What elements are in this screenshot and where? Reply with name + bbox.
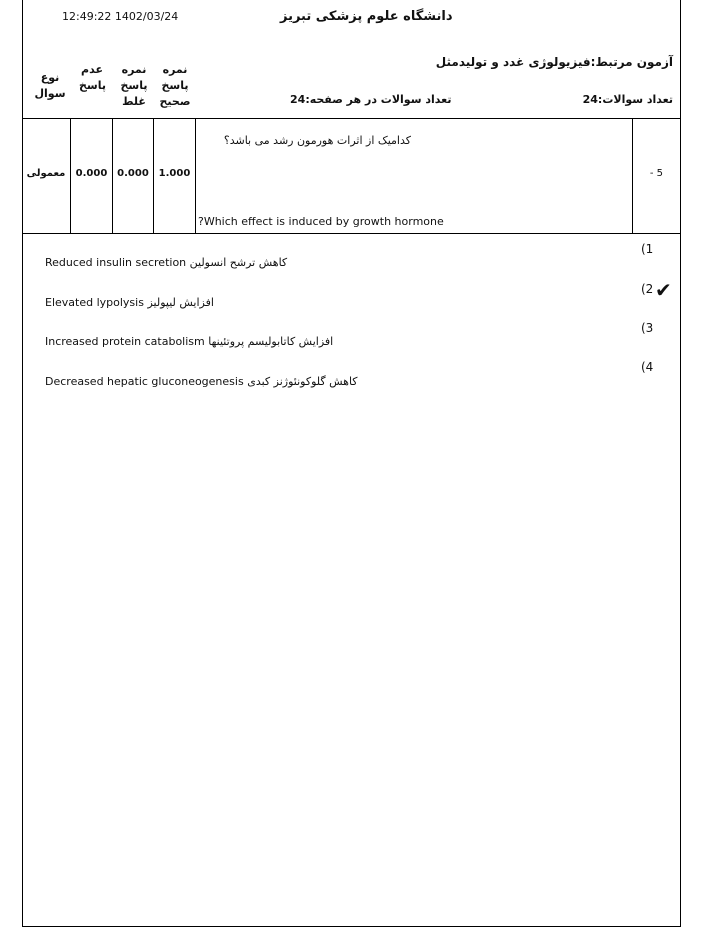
option-number: (1 xyxy=(641,242,654,256)
column-header-type: نوع سوال xyxy=(34,71,66,100)
question-text-persian: کدامیک از اثرات هورمون رشد می باشد؟ xyxy=(223,134,411,147)
question-type: معمولی xyxy=(26,168,66,179)
column-header-correct: نمره پاسخ صحیح xyxy=(159,63,191,108)
option-text: Decreased hepatic gluconeogenesis کاهش گلوکونئوژنز کبدی xyxy=(45,375,358,388)
questions-per-page: تعداد سوالات در هر صفحه:24 xyxy=(290,93,452,106)
column-header-wrong: نمره پاسخ غلط xyxy=(120,63,148,108)
option-number: (4 xyxy=(641,360,654,374)
correct-score: 1.000 xyxy=(158,168,191,179)
option-number: (2 xyxy=(641,282,654,296)
option-text: Reduced insulin secretion کاهش ترشح انسولین xyxy=(45,256,288,269)
check-mark-icon: ✔ xyxy=(655,278,672,302)
option-text: Increased protein catabolism افزایش کاتابولیسم پروتئینها xyxy=(45,335,334,348)
no-answer-score: 0.000 xyxy=(75,168,108,179)
column-divider xyxy=(195,119,196,233)
timestamp: 12:49:22 1402/03/24 xyxy=(62,10,179,23)
question-table xyxy=(22,118,681,234)
university-title: دانشگاه علوم پزشکی تبریز xyxy=(280,9,453,24)
option-text: Elevated lypolysis افزایش لیپولیز xyxy=(45,296,214,309)
question-count: تعداد سوالات:24 xyxy=(582,93,673,106)
question-text-english: ?Which effect is induced by growth hormone xyxy=(198,215,444,228)
exam-title: آزمون مرتبط:فیزیولوژی غدد و تولیدمثل xyxy=(435,55,673,69)
column-divider xyxy=(632,119,633,233)
column-header-no-answer: عدم پاسخ xyxy=(79,63,107,92)
option-number: (3 xyxy=(641,321,654,335)
question-number: - 5 xyxy=(649,168,663,179)
wrong-score: 0.000 xyxy=(117,168,149,179)
